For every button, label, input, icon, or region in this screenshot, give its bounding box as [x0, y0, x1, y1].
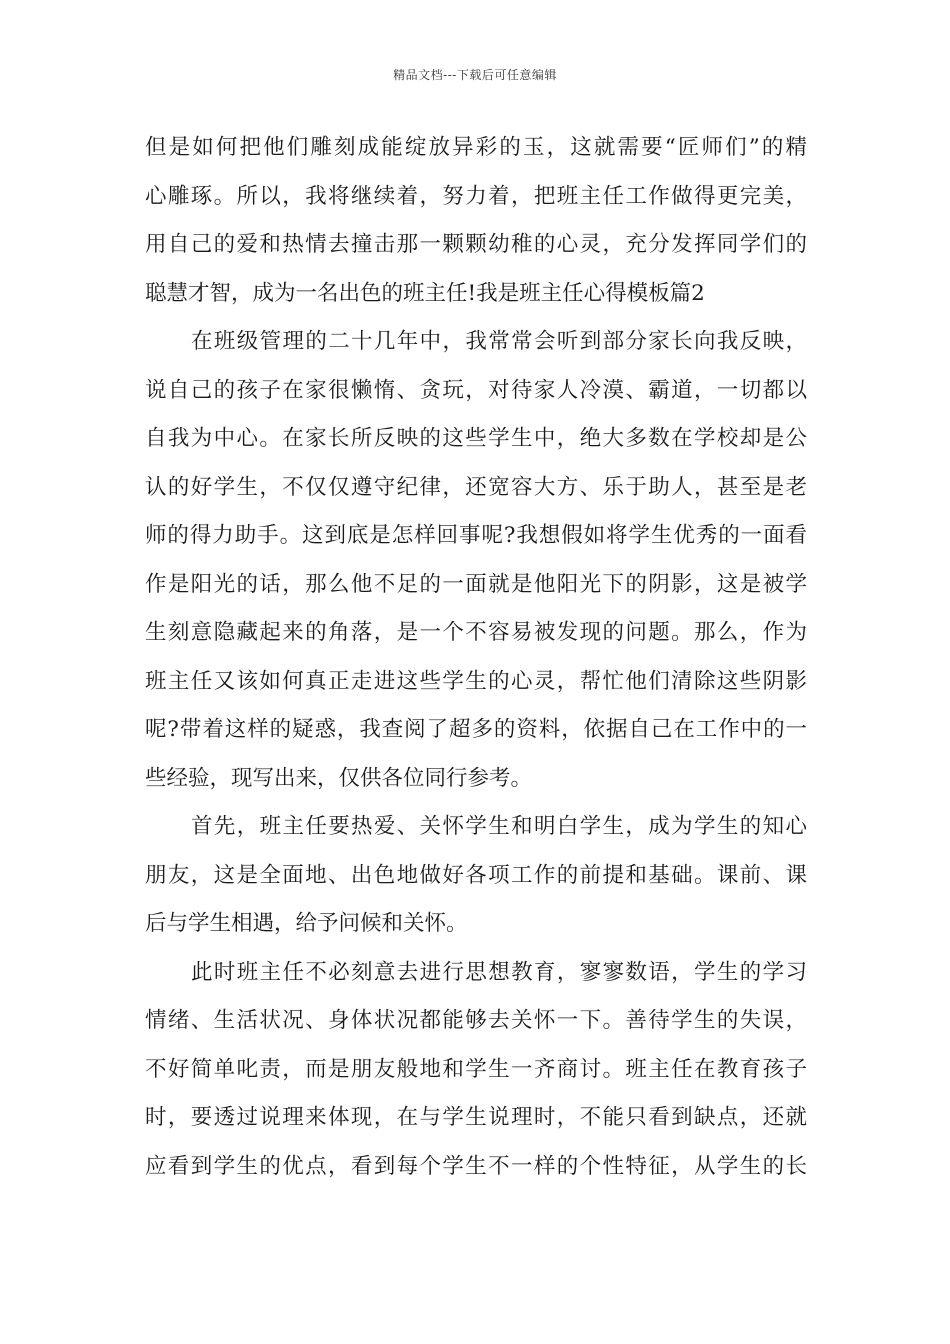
text-line: 用自己的爱和热情去撞击那一颗颗幼稚的心灵，充分发挥同学们的	[145, 232, 807, 257]
text-line: 班主任又该如何真正走进这些学生的心灵，帮忙他们清除这些阴影	[145, 668, 807, 694]
text-line: 些经验，现写出来，仅供各位同行参考。	[145, 765, 533, 791]
page-header: 精品文档---下载后可任意编辑	[393, 68, 557, 82]
text-line: 但是如何把他们雕刻成能绽放异彩的玉，这就需要“匠师们”的精	[145, 135, 807, 160]
text-line: 聪慧才智，成为一名出色的班主任!我是班主任心得模板篇2	[145, 280, 705, 306]
text-line: 情绪、生活状况、身体状况都能够去关怀一下。善待学生的失误，	[145, 1008, 807, 1033]
text-line: 应看到学生的优点，看到每个学生不一样的个性特征，从学生的长	[145, 1153, 807, 1179]
text-line: 作是阳光的话，那么他不足的一面就是他阳光下的阴影，这是被学	[145, 571, 807, 597]
text-line: 说自己的孩子在家很懒惰、贪玩，对待家人冷漠、霸道，一切都以	[145, 377, 807, 403]
text-line: 不好简单叱责，而是朋友般地和学生一齐商讨。班主任在教育孩子	[145, 1056, 807, 1082]
paragraph-first-line: 在班级管理的二十几年中，我常常会听到部分家长向我反映，	[191, 329, 807, 354]
document-body	[145, 124, 807, 1191]
paragraph-first-line: 此时班主任不必刻意去进行思想教育，寥寥数语，学生的学习	[191, 959, 807, 985]
text-line: 后与学生相遇，给予问候和关怀。	[145, 911, 468, 936]
paragraph-first-line: 首先，班主任要热爱、关怀学生和明白学生，成为学生的知心	[191, 814, 807, 839]
text-line: 朋友，这是全面地、出色地做好各项工作的前提和基础。课前、课	[145, 862, 807, 888]
text-line: 师的得力助手。这到底是怎样回事呢?我想假如将学生优秀的一面看	[145, 523, 807, 548]
text-line: 时，要透过说理来体现，在与学生说理时，不能只看到缺点，还就	[145, 1105, 807, 1130]
text-line: 心雕琢。所以，我将继续着，努力着，把班主任工作做得更完美，	[145, 183, 807, 209]
text-line: 生刻意隐藏起来的角落，是一个不容易被发现的问题。那么，作为	[145, 620, 807, 645]
text-line: 认的好学生，不仅仅遵守纪律，还宽容大方、乐于助人，甚至是老	[145, 474, 807, 500]
text-line: 呢?带着这样的疑惑，我查阅了超多的资料，依据自己在工作中的一	[145, 717, 807, 742]
text-line: 自我为中心。在家长所反映的这些学生中，绝大多数在学校却是公	[145, 426, 807, 451]
